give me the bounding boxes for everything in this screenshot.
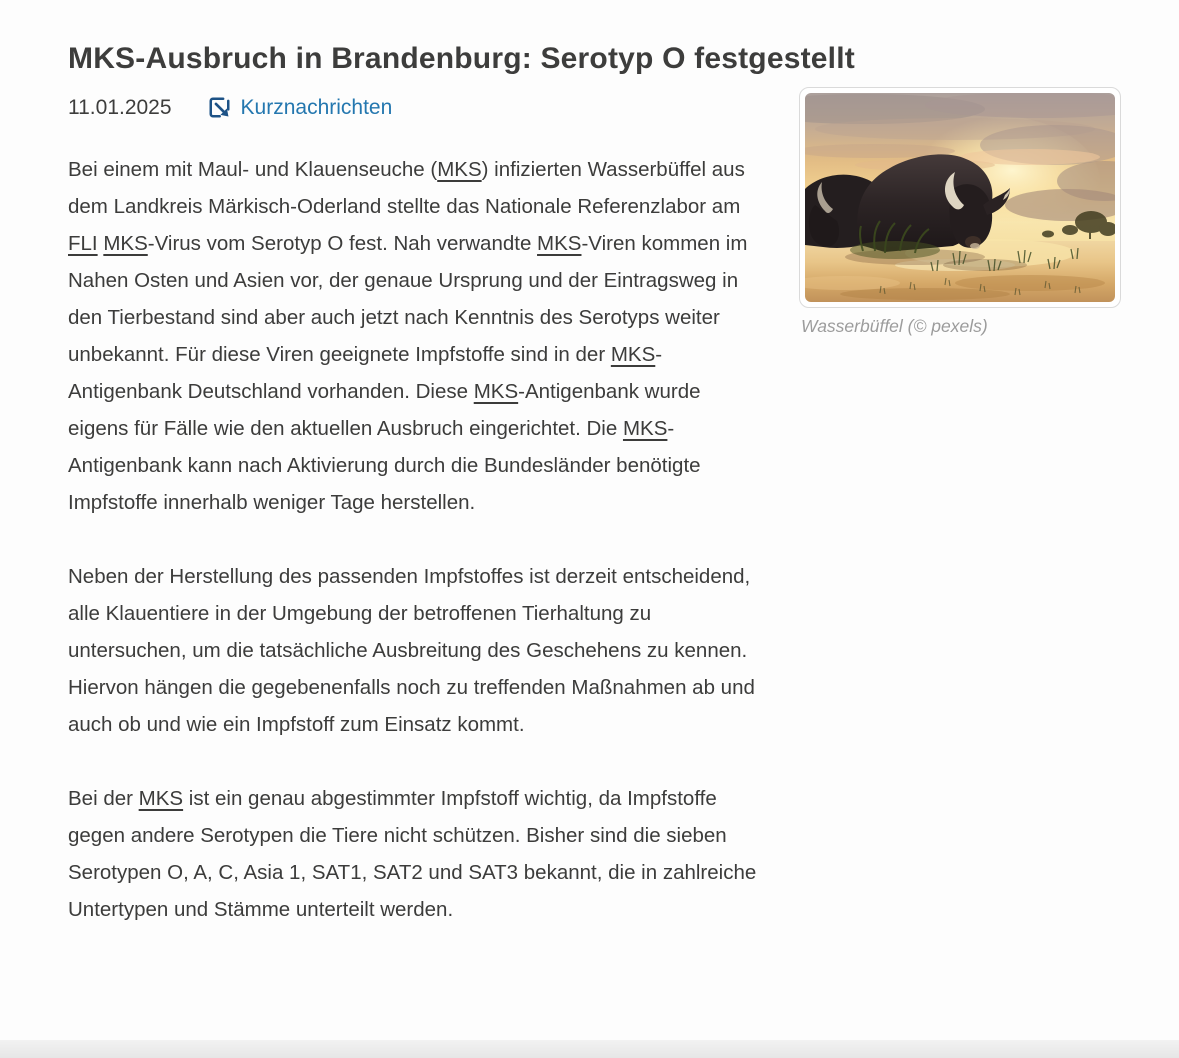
category-link-kurznachrichten[interactable]: [207, 95, 393, 120]
inline-link-mks[interactable]: MKS: [138, 787, 184, 810]
inline-link-mks[interactable]: MKS: [537, 232, 582, 255]
article-body: [68, 151, 765, 928]
inline-link-fli[interactable]: FLI: [68, 232, 98, 255]
article-figure: [799, 87, 1121, 337]
paragraph-1: [68, 151, 765, 521]
article-meta: [68, 95, 765, 120]
text-segment: -Antigenbank wurde eigens für Fälle wie den aktuellen Ausbruch eingerichtet. Die: [68, 380, 701, 440]
water-buffalo-photo: [799, 87, 1121, 308]
text-segment: Bei einem mit Maul- und Klauenseuche (: [68, 158, 438, 181]
text-segment: -Viren kommen im Nahen Osten und Asien vor, der genaue Ursprung und der Eintragsweg in den Tierbestand sind aber auch jetzt nach Kenntnis des Serotyps weiter unbekannt. Für diese Viren geeignete Impfstoffe sind in der: [68, 232, 748, 366]
text-segment: Neben der Herstellung des passenden Impfstoffes ist derzeit entscheidend, alle Klauentiere in der Umgebung der betroffenen Tierhaltung zu untersuchen, um die tatsächliche Ausbreitung des Geschehens zu kennen. Hiervon hängen die gegebenenfalls noch zu treffenden Maßnahmen ab und auch ob und wie ein Impfstoff zum Einsatz kommt.: [68, 565, 755, 736]
paragraph-2: [68, 558, 765, 743]
inline-link-mks[interactable]: MKS: [103, 232, 148, 255]
inline-link-mks[interactable]: MKS: [437, 158, 482, 181]
page-title: MKS-Ausbruch in Brandenburg: Serotyp O festgestellt: [68, 42, 855, 75]
category-label: Kurznachrichten: [240, 95, 393, 119]
figure-caption: Wasserbüffel (© pexels): [801, 316, 988, 336]
text-segment: -Antigenbank kann nach Aktivierung durch die Bundesländer benötigte Impfstoffe innerhalb weniger Tage herstellen.: [68, 417, 701, 514]
text-segment: Bei der: [68, 787, 139, 810]
article-content: [68, 40, 855, 928]
water-buffalo-sunset-image: [805, 93, 1115, 302]
text-segment: -Virus vom Serotyp O fest. Nah verwandte: [147, 232, 538, 255]
inline-link-mks[interactable]: MKS: [473, 380, 519, 403]
text-segment: ist ein genau abgestimmter Impfstoff wichtig, da Impfstoffe gegen andere Serotypen die Tiere nicht schützen. Bisher sind die sieben Serotypen O, A, C, Asia 1, SAT1, SAT2 und SAT3 bekannt, die in zahlreiche Untertypen und Stämme unterteilt werden.: [68, 787, 757, 921]
inline-link-mks[interactable]: MKS: [622, 417, 668, 440]
inline-link-mks[interactable]: MKS: [610, 343, 656, 366]
link-arrow-icon: [207, 95, 232, 120]
article-date: 11.01.2025: [68, 95, 172, 119]
text-segment: -Antigenbank Deutschland vorhanden. Diese: [68, 343, 663, 403]
page-bottom-band: [0, 1040, 1179, 1058]
text-segment: ) infizierten Wasserbüffel aus dem Landkreis Märkisch-Oderland stellte das Nationale Referenzlabor am: [68, 158, 745, 218]
paragraph-3: [68, 780, 765, 928]
